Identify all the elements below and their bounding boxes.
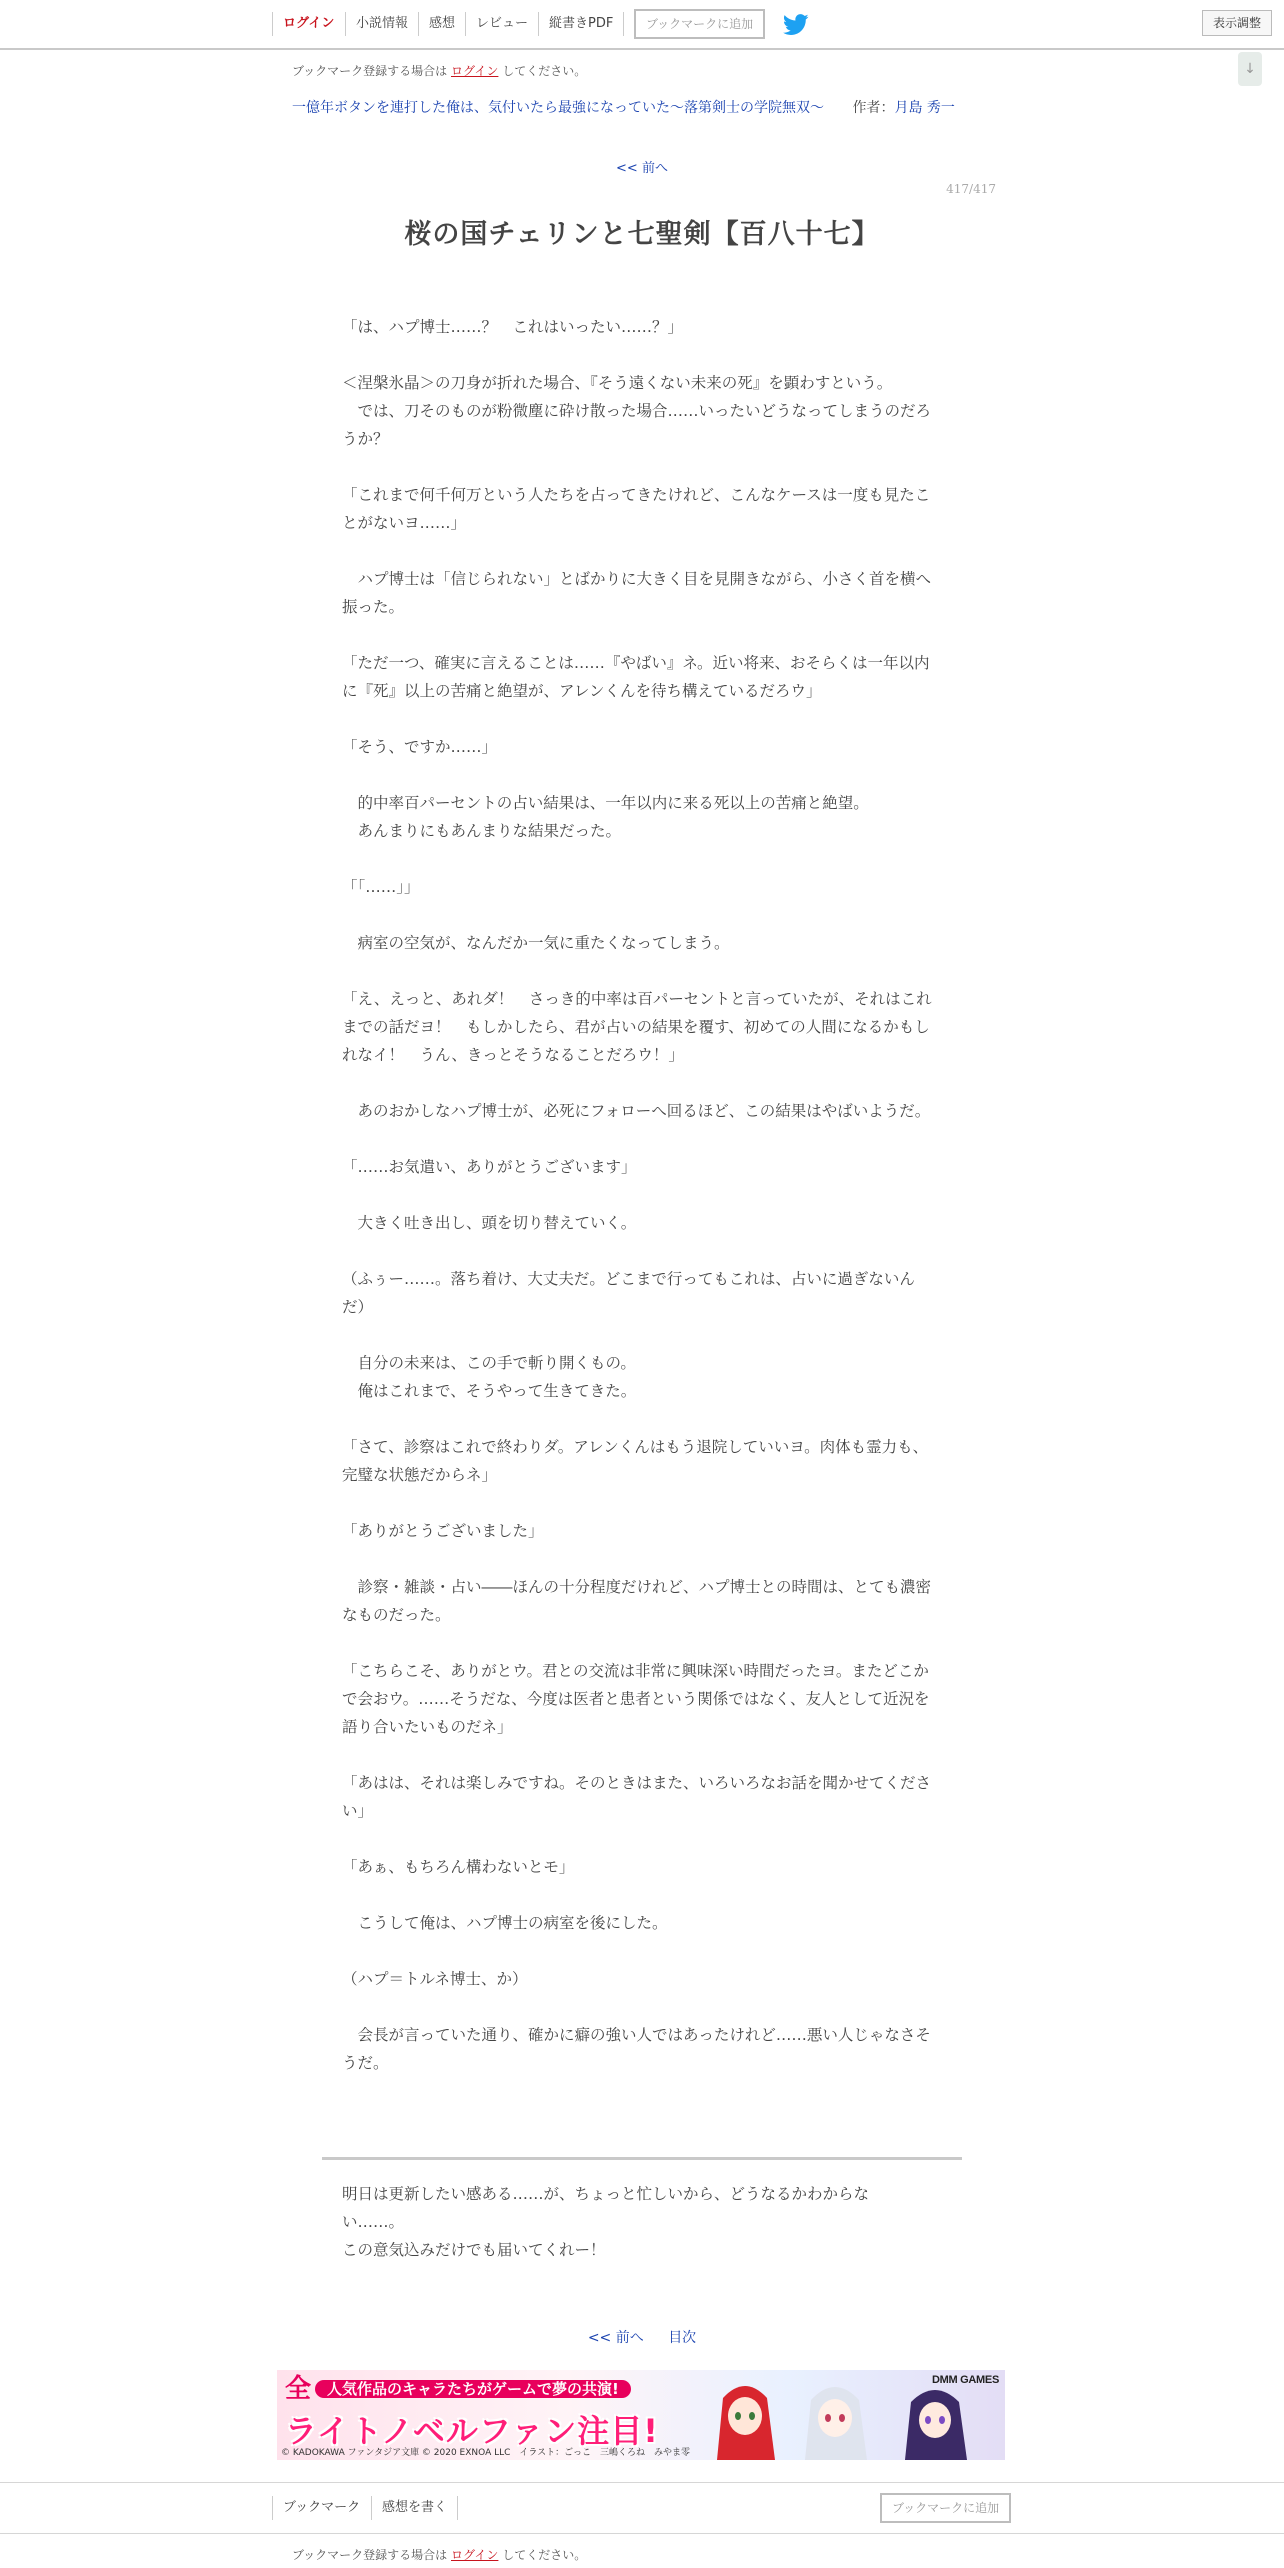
blank-line — [342, 901, 936, 929]
blank-line — [342, 845, 936, 873]
body-paragraph: 「え、えっと、あれダ！ さっき的中率は百パーセントと言っていたが、それはこれまでの話だヨ！ もしかしたら、君が占いの結果を覆す、初めての人間になるかもしれなイ！ うん、きっとそうなることだろウ！」 — [342, 990, 932, 1064]
character-illustration-silver — [797, 2378, 873, 2460]
notice-login-link[interactable]: ログイン — [451, 64, 499, 78]
body-paragraph: こうして俺は、ハプ博士の病室を後にした。 — [342, 1914, 668, 1932]
author-name-link[interactable]: 月島 秀一 — [894, 100, 955, 116]
body-paragraph: 的中率百パーセントの占い結果は、一年以内に来る死以上の苦痛と絶望。 — [342, 794, 869, 812]
body-paragraph: 「こちらこそ、ありがとウ。君との交流は非常に興味深い時間だったヨ。またどこかで会おウ。……そうだな、今度は医者と患者という関係ではなく、友人として近況を語り合いたいものだネ」 — [342, 1662, 930, 1736]
blank-line — [342, 1489, 936, 1517]
series-header — [292, 97, 955, 117]
blank-line — [342, 1237, 936, 1265]
nav-review-link[interactable]: レビュー — [465, 12, 538, 36]
blank-line — [342, 1545, 936, 1573]
author-label: 作者： — [852, 100, 895, 116]
notice-login-link[interactable]: ログイン — [451, 2548, 499, 2562]
series-title-link[interactable]: 一億年ボタンを連打した俺は、気付いたら最強になっていた～落第剣士の学院無双～ — [292, 100, 824, 116]
notice-text-after: してください。 — [502, 64, 587, 78]
bookmark-login-notice-bottom — [292, 2546, 586, 2563]
body-paragraph: 「ただ一つ、確実に言えることは……『やばい』ネ。近い将来、おそらくは一年以内に『死』以上の苦痛と絶望が、アレンくんを待ち構えているだろウ」 — [342, 654, 930, 700]
body-paragraph: ＜涅槃氷晶＞の刀身が折れた場合、『そう遠くない未来の死』を顕わすという。 — [342, 374, 893, 392]
blank-line — [342, 1069, 936, 1097]
body-paragraph: 「あはは、それは楽しみですね。そのときはまた、いろいろなお話を聞かせてください」 — [342, 1774, 932, 1820]
notice-text-before: ブックマーク登録する場合は — [292, 64, 448, 78]
banner-credit: © KADOKAWA ファンタジア文庫 © 2020 EXNOA LLC イラスト：ごっこ 三嶋くろね みやま零 — [281, 2448, 690, 2458]
banner-zen: 全 — [285, 2373, 312, 2404]
banner-brand-logo: DMM GAMES — [932, 2374, 999, 2386]
top-navigation-bar — [0, 0, 1284, 50]
body-paragraph: 診察・雑談・占い――ほんの十分程度だけれど、ハプ博士との時間は、とても濃密なものだった。 — [342, 1578, 932, 1624]
body-paragraph: 「ありがとうございました」 — [342, 1522, 544, 1540]
body-paragraph: 自分の未来は、この手で斬り開くもの。 — [342, 1354, 636, 1372]
prev-episode-link-bottom[interactable]: << 前へ — [587, 2330, 644, 2346]
body-paragraph: 「あぁ、もちろん構わないとモ」 — [342, 1858, 575, 1876]
bottom-pager — [0, 2327, 1284, 2347]
nav-login-link[interactable]: ログイン — [272, 12, 344, 36]
blank-line — [342, 1825, 936, 1853]
blank-line — [342, 453, 936, 481]
blank-line — [342, 537, 936, 565]
body-paragraph: （ふぅー……。落ち着け、大丈夫だ。どこまで行ってもこれは、占いに過ぎないんだ） — [342, 1270, 915, 1316]
body-paragraph: では、刀そのものが粉微塵に砕け散った場合……いったいどうなってしまうのだろうか？ — [342, 402, 932, 448]
blank-line — [342, 1881, 936, 1909]
body-paragraph: 会長が言っていた通り、確かに癖の強い人ではあったけれど……悪い人じゃなさそうだ。 — [342, 2026, 931, 2072]
footer-action-bar — [0, 2482, 1284, 2534]
character-illustration-red — [707, 2378, 783, 2460]
blank-line — [342, 341, 936, 369]
display-settings-button[interactable]: 表示調整 — [1202, 10, 1272, 36]
blank-line — [342, 621, 936, 649]
body-paragraph: ハプ博士は「信じられない」とばかりに大きく目を見開きながら、小さく首を横へ振った。 — [342, 570, 932, 616]
chapter-title: 桜の国チェリンと七聖剣【百八十七】 — [404, 219, 880, 250]
notice-text-after: してください。 — [502, 2548, 587, 2562]
blank-line — [342, 705, 936, 733]
nav-novel-info-link[interactable]: 小説情報 — [345, 12, 418, 36]
advertisement-banner[interactable] — [277, 2370, 1005, 2460]
body-paragraph: 「「……」」 — [342, 878, 420, 896]
blank-line — [342, 1937, 936, 1965]
afterword-divider — [322, 2157, 962, 2160]
blank-line — [342, 761, 936, 789]
nav-impressions-link[interactable]: 感想 — [418, 12, 465, 36]
body-paragraph: 病室の空気が、なんだか一気に重たくなってしまう。 — [342, 934, 730, 952]
footer-write-impression-link[interactable]: 感想を書く — [371, 2496, 458, 2520]
page-count: 417/417 — [946, 182, 996, 196]
body-paragraph: 俺はこれまで、そうやって生きてきた。 — [342, 1382, 637, 1400]
novel-body — [342, 313, 936, 2077]
add-bookmark-button[interactable]: ブックマークに追加 — [634, 9, 765, 39]
afterword-paragraph: 明日は更新したい感ある……が、ちょっと忙しいから、どうなるかわからない……。 — [342, 2185, 870, 2231]
blank-line — [342, 1629, 936, 1657]
body-paragraph: 「は、ハプ博士……？ これはいったい……？」 — [342, 318, 684, 336]
banner-tagline-text: 人気作品のキャラたちがゲームで夢の共演! — [315, 2380, 631, 2398]
prev-episode-link-top[interactable]: << 前へ — [616, 161, 668, 176]
character-illustration-purple — [897, 2378, 973, 2460]
footer-add-bookmark-button[interactable]: ブックマークに追加 — [880, 2493, 1011, 2523]
body-paragraph: 「さて、診察はこれで終わりダ。アレンくんはもう退院していいヨ。肉体も霊力も、完璧な状態だからネ」 — [342, 1438, 929, 1484]
blank-line — [342, 957, 936, 985]
blank-line — [342, 1181, 936, 1209]
body-paragraph: 大きく吐き出し、頭を切り替えていく。 — [342, 1214, 637, 1232]
afterword — [342, 2180, 902, 2264]
notice-text-before: ブックマーク登録する場合は — [292, 2548, 448, 2562]
banner-headline: ライトノベルファン注目! — [285, 2412, 659, 2450]
table-of-contents-link[interactable]: 目次 — [668, 2330, 697, 2346]
body-paragraph: （ハプ＝トルネ博士、か） — [342, 1970, 528, 1988]
afterword-paragraph: この意気込みだけでも届いてくれー！ — [342, 2241, 606, 2259]
twitter-bird-icon[interactable] — [783, 14, 809, 36]
blank-line — [342, 1993, 936, 2021]
blank-line — [342, 1321, 936, 1349]
blank-line — [342, 1125, 936, 1153]
body-paragraph: 「そう、ですか……」 — [342, 738, 498, 756]
scroll-down-button[interactable]: ↓ — [1238, 52, 1262, 86]
body-paragraph: あのおかしなハプ博士が、必死にフォローへ回るほど、この結果はやばいようだ。 — [342, 1102, 931, 1120]
body-paragraph: あんまりにもあんまりな結果だった。 — [342, 822, 622, 840]
blank-line — [342, 1405, 936, 1433]
nav-vertical-pdf-link[interactable]: 縦書きPDF — [538, 12, 624, 36]
body-paragraph: 「これまで何千何万という人たちを占ってきたけれど、こんなケースは一度も見たことがないヨ……」 — [342, 486, 931, 532]
bookmark-login-notice — [292, 62, 586, 79]
body-paragraph: 「……お気遣い、ありがとうございます」 — [342, 1158, 637, 1176]
footer-bookmark-link[interactable]: ブックマーク — [272, 2496, 370, 2520]
blank-line — [342, 1741, 936, 1769]
banner-tagline — [285, 2373, 631, 2404]
